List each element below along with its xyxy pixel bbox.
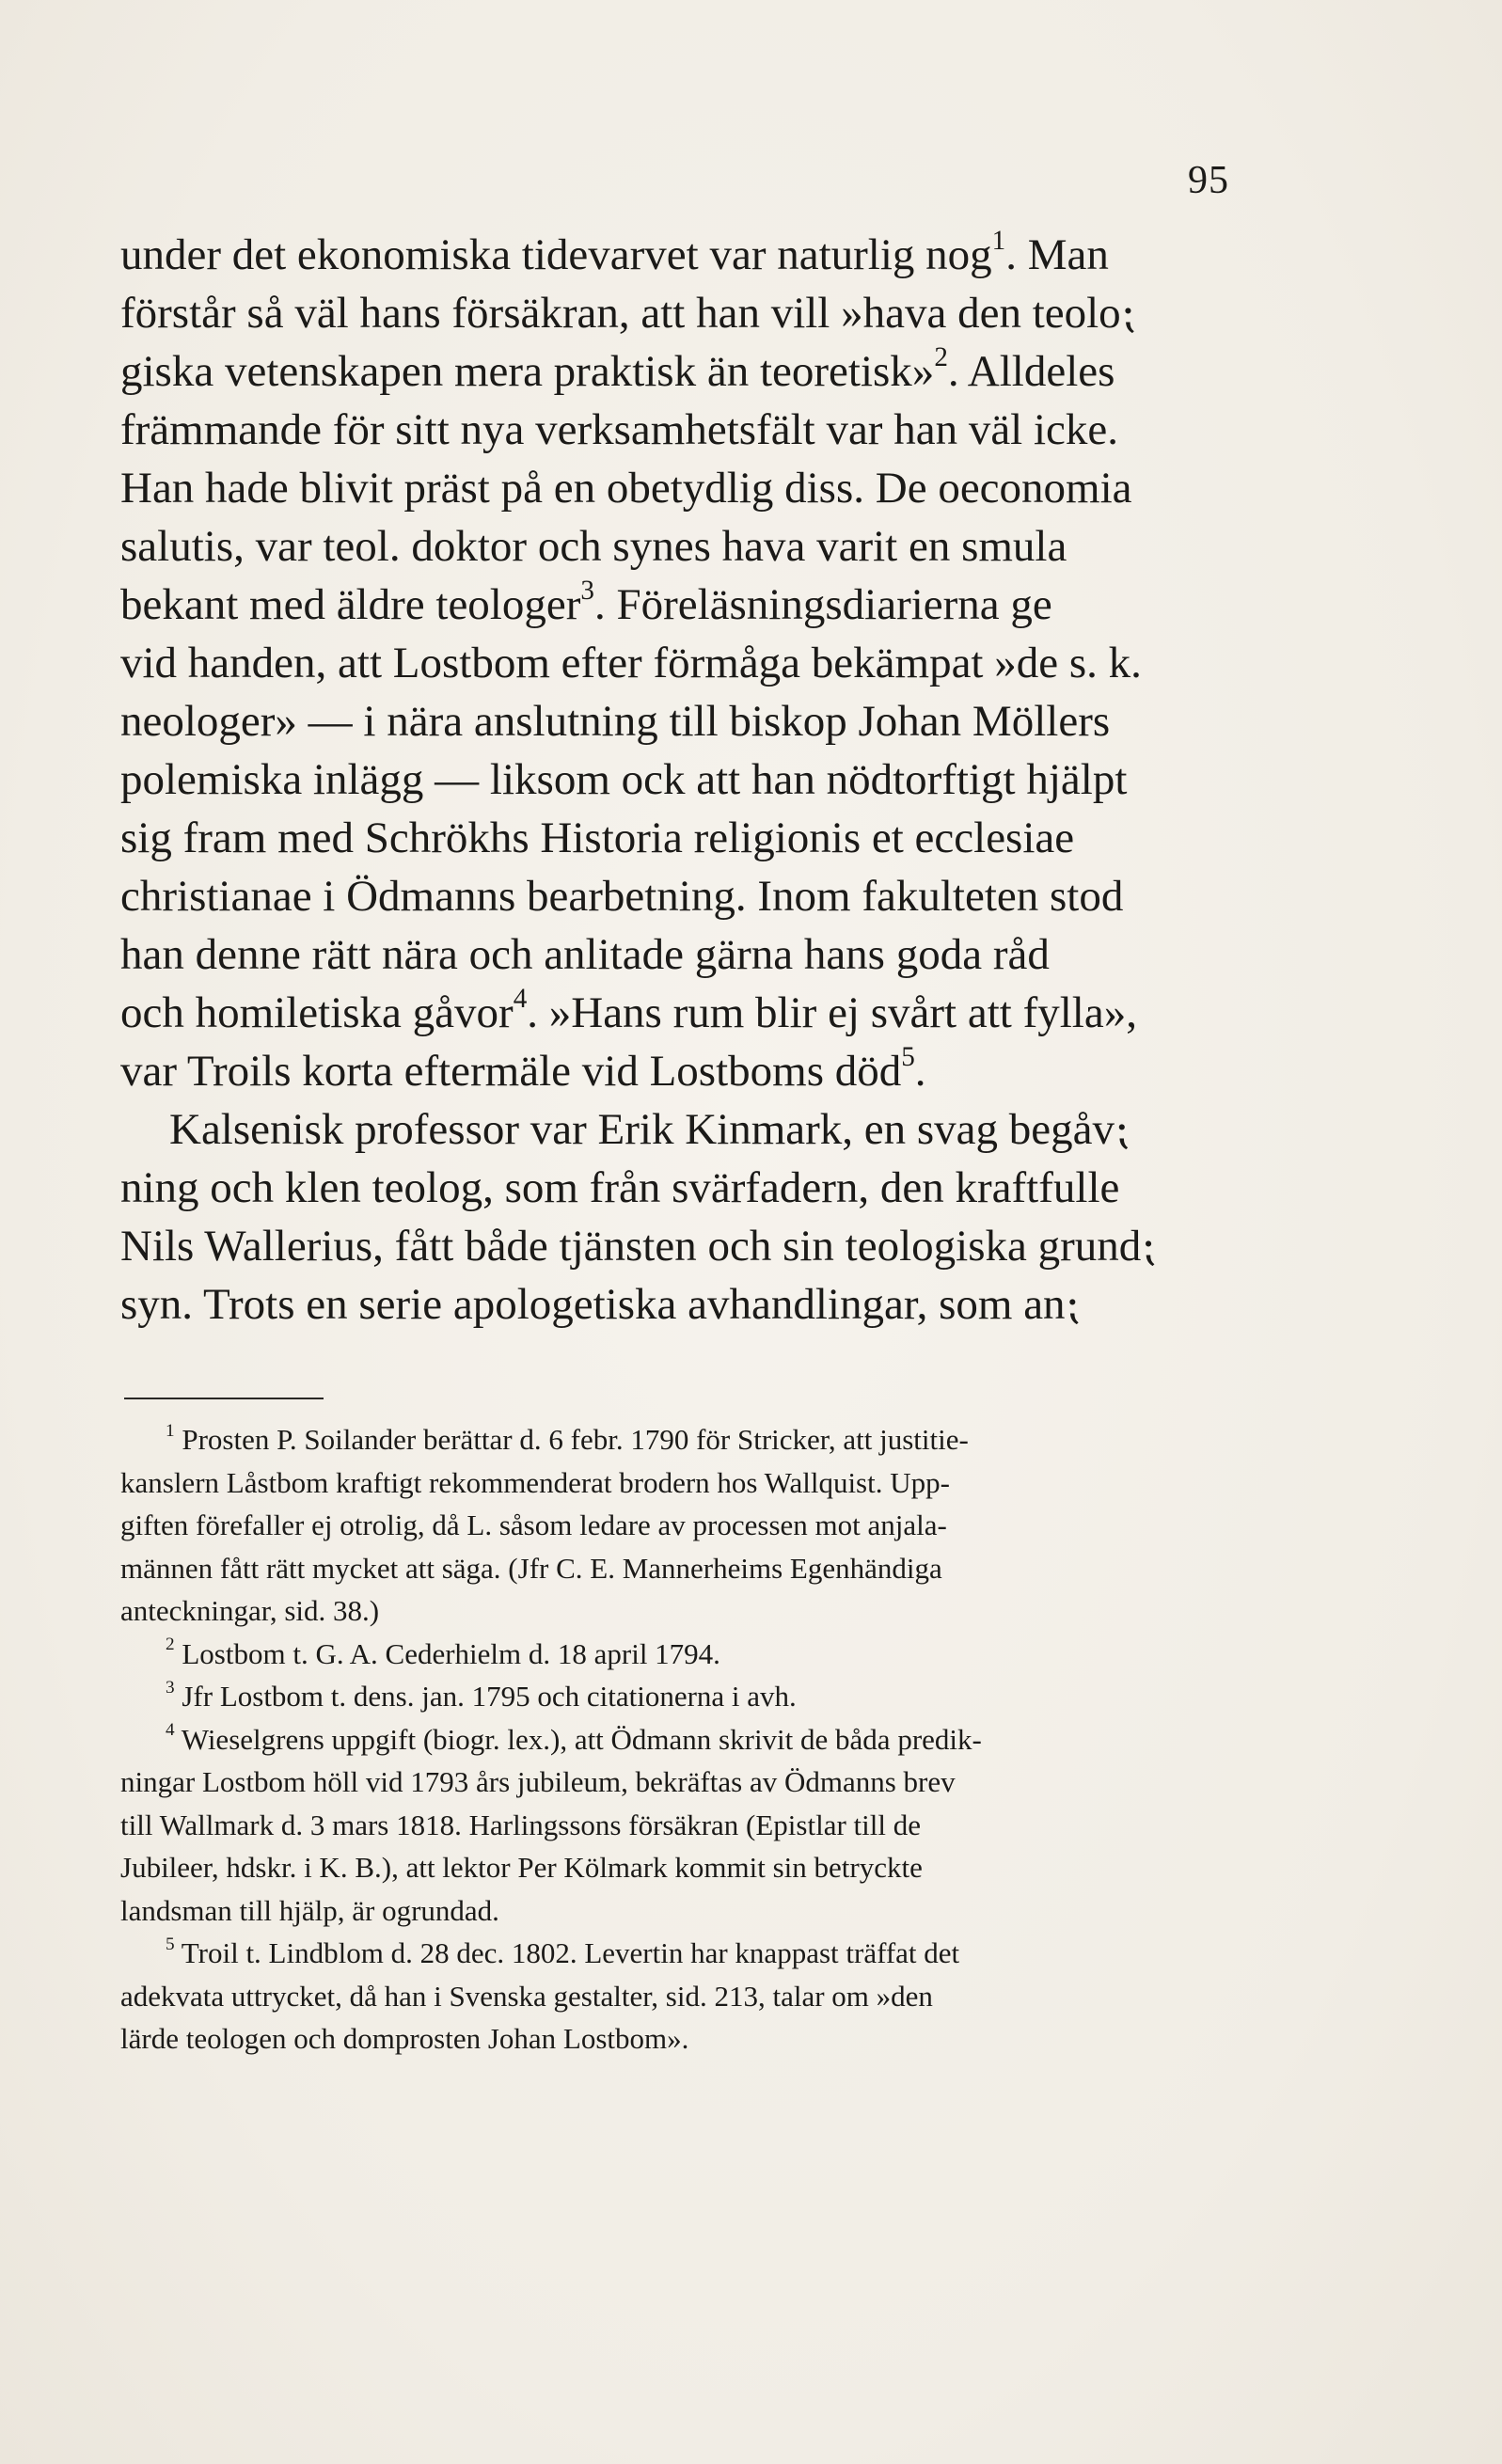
text-run: landsman till hjälp, är ogrundad.	[120, 1893, 499, 1927]
text-run: giften förefaller ej otrolig, då L. såsom ledare av processen mot anjala-	[120, 1508, 947, 1541]
text-run: lärde teologen och domprosten Johan Lostbom».	[120, 2022, 689, 2055]
footnotes	[120, 1418, 1230, 2061]
text-run: Jubileer, hdskr. i K. B.), att lektor Per Kölmark kommit sin betryckte	[120, 1851, 923, 1884]
text-run: vid handen, att Lostbom efter förmåga bekämpat »de s. k.	[120, 639, 1142, 687]
body-line	[120, 284, 1230, 342]
text-run: Nils Wallerius, fått både tjänsten och sin teologiska grund⁏	[120, 1222, 1157, 1271]
footnote-line	[120, 1547, 1230, 1590]
text-run: förstår så väl hans försäkran, att han vill »hava den teolo⁏	[120, 289, 1136, 338]
footnote-line	[120, 1589, 1230, 1633]
text-run: Wieselgrens uppgift (biogr. lex.), att Ödmann skrivit de båda predik-	[174, 1722, 982, 1756]
footnote-marker: 4	[166, 1720, 175, 1741]
text-run: Han hade blivit präst på en obetydlig diss. De oeconomia	[120, 464, 1132, 513]
text-run: neologer» — i nära anslutning till biskop Johan Möllers	[120, 697, 1111, 746]
footnote-line	[120, 1461, 1230, 1505]
body-line	[120, 1217, 1230, 1275]
body-line	[120, 459, 1230, 517]
footnote-line	[120, 1504, 1230, 1547]
footnote-marker: 1	[166, 1420, 175, 1441]
footnote-line	[120, 1418, 1230, 1461]
text-run: Jfr Lostbom t. dens. jan. 1795 och citationerna i avh.	[174, 1680, 797, 1713]
text-run: främmande för sitt nya verksamhetsfält var han väl icke.	[120, 405, 1119, 454]
footnote-line	[120, 1975, 1230, 2018]
text-run: kanslern Låstbom kraftigt rekommenderat brodern hos Wallquist. Upp-	[120, 1465, 950, 1499]
footnote-line	[120, 1889, 1230, 1933]
text-run: Troil t. Lindblom d. 28 dec. 1802. Levertin har knappast träffat det	[174, 1936, 960, 1969]
footnote-marker: 3	[166, 1677, 175, 1698]
body-line	[120, 401, 1230, 459]
footnote-line	[120, 1675, 1230, 1718]
text-run: .	[914, 1047, 926, 1096]
body-line	[120, 809, 1230, 867]
body-line	[120, 692, 1230, 750]
text-run: . Alldeles	[947, 347, 1115, 396]
text-run: . Man	[1005, 230, 1109, 279]
text-run: Lostbom t. G. A. Cederhielm d. 18 april 1794.	[174, 1636, 720, 1670]
footnote-line	[120, 1846, 1230, 1889]
body-line	[120, 517, 1230, 576]
text-run: ningar Lostbom höll vid 1793 års jubileum, bekräftas av Ödmanns brev	[120, 1765, 956, 1798]
text-run: giska vetenskapen mera praktisk än teoretisk»	[120, 347, 935, 396]
body-line	[120, 634, 1230, 692]
text-run: . »Hans rum blir ej svårt att fylla»,	[527, 988, 1137, 1037]
text-run: christianae i Ödmanns bearbetning. Inom fakulteten stod	[120, 872, 1124, 921]
text-run: bekant med äldre teologer	[120, 580, 581, 629]
footnote-marker: 5	[166, 1934, 175, 1954]
body-line	[120, 1042, 1230, 1100]
body-line	[120, 750, 1230, 809]
text-run: Prosten P. Soilander berättar d. 6 febr. 1790 för Stricker, att justitie-	[174, 1423, 969, 1456]
text-run: ning och klen teolog, som från svärfadern, den kraftfulle	[120, 1163, 1120, 1212]
body-line	[120, 867, 1230, 925]
footnote-line	[120, 2017, 1230, 2061]
footnote-marker: 4	[513, 983, 528, 1014]
page-number: 95	[1188, 159, 1229, 202]
footnote-line	[120, 1718, 1230, 1761]
body-line	[120, 1275, 1230, 1334]
body-line	[120, 1100, 1230, 1159]
text-run: . Föreläsningsdiarierna ge	[593, 580, 1052, 629]
text-run: polemiska inlägg — liksom ock att han nödtorftigt hjälpt	[120, 755, 1128, 804]
text-run: adekvata uttrycket, då han i Svenska gestalter, sid. 213, talar om »den	[120, 1979, 933, 2013]
text-run: och homiletiska gåvor	[120, 988, 514, 1037]
body-text	[120, 226, 1230, 1334]
footnote-line	[120, 1761, 1230, 1804]
text-run: Kalsenisk professor var Erik Kinmark, en svag begåv⁏	[169, 1105, 1130, 1154]
text-run: under det ekonomiska tidevarvet var naturlig nog	[120, 230, 992, 279]
text-run: till Wallmark d. 3 mars 1818. Harlingssons försäkran (Epistlar till de	[120, 1808, 922, 1841]
text-run: var Troils korta eftermäle vid Lostboms död	[120, 1047, 902, 1096]
body-line	[120, 925, 1230, 984]
footnote-line	[120, 1804, 1230, 1847]
text-run: syn. Trots en serie apologetiska avhandlingar, som an⁏	[120, 1280, 1081, 1329]
footnote-separator	[124, 1398, 324, 1399]
body-line	[120, 984, 1230, 1042]
text-run: han denne rätt nära och anlitade gärna hans goda råd	[120, 930, 1050, 979]
footnote-marker: 2	[166, 1635, 175, 1655]
footnote-marker: 1	[991, 225, 1006, 256]
text-run: salutis, var teol. doktor och synes hava varit en smula	[120, 522, 1067, 571]
footnote-marker: 3	[580, 575, 594, 606]
body-line	[120, 226, 1230, 284]
footnote-marker: 5	[901, 1041, 915, 1072]
footnote-line	[120, 1633, 1230, 1676]
body-line	[120, 1159, 1230, 1217]
text-run: männen fått rätt mycket att säga. (Jfr C. E. Mannerheims Egenhändiga	[120, 1551, 942, 1585]
footnote-line	[120, 1932, 1230, 1975]
text-run: sig fram med Schrökhs Historia religionis et ecclesiae	[120, 813, 1075, 862]
body-line	[120, 576, 1230, 634]
text-run: anteckningar, sid. 38.)	[120, 1594, 380, 1627]
body-line	[120, 342, 1230, 401]
footnote-marker: 2	[934, 341, 948, 372]
